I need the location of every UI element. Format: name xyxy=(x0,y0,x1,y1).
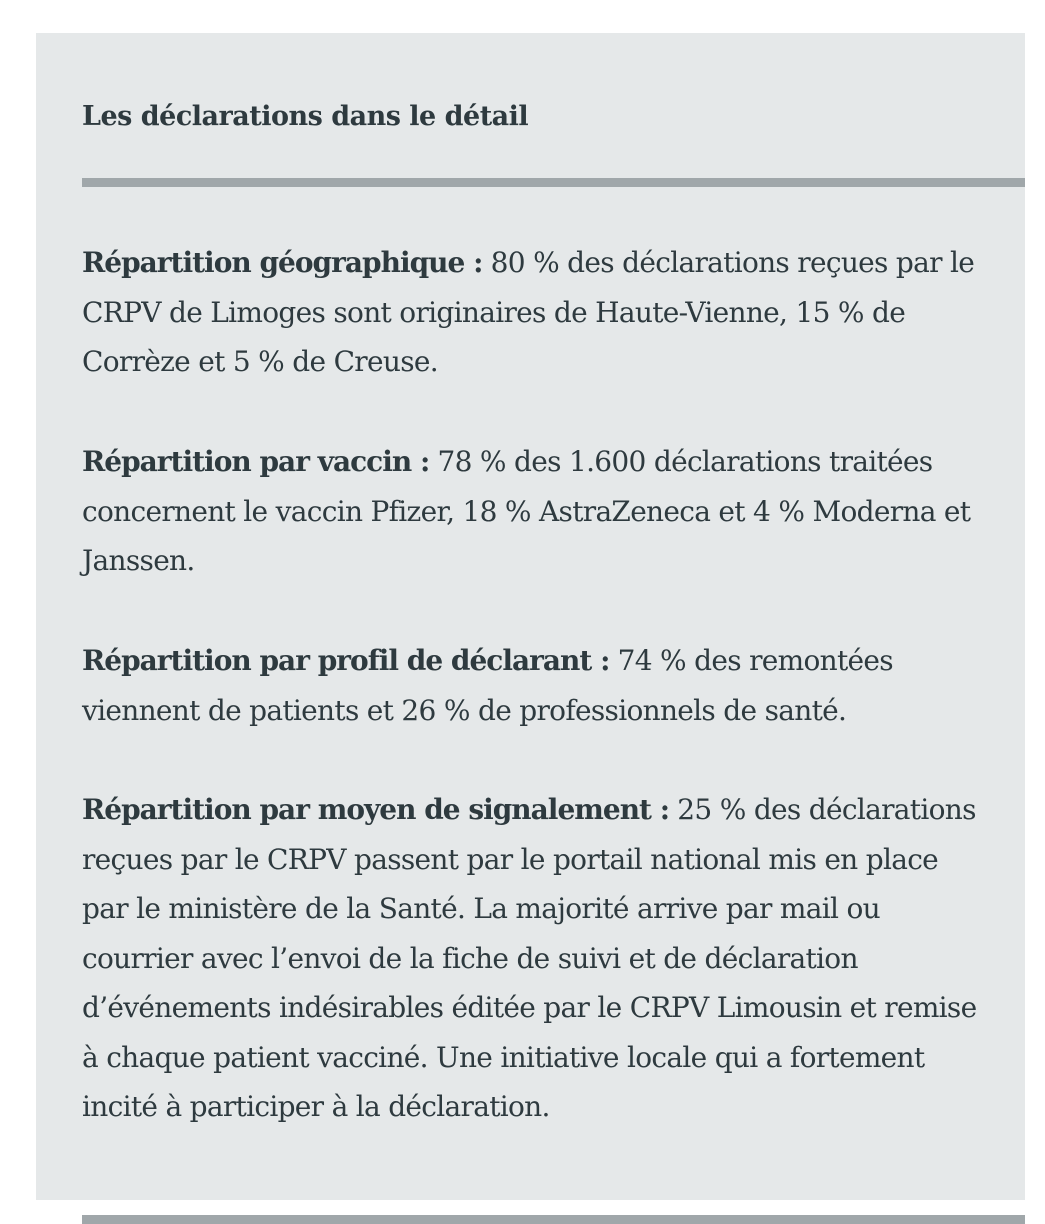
paragraph-lead: Répartition par profil de déclarant : xyxy=(82,644,610,677)
bottom-divider xyxy=(82,1215,1025,1224)
paragraph-lead: Répartition par vaccin : xyxy=(82,445,430,478)
paragraph-text: 78 % des 1.600 déclarations traitées concernent le vaccin Pfizer, 18 % AstraZeneca et 4 % Moderna et Janssen. xyxy=(82,445,971,577)
box-title: Les déclarations dans le détail xyxy=(82,101,529,132)
paragraph-text: 80 % des déclarations reçues par le CRPV de Limoges sont originaires de Haute-Vienne, 15 % de Corrèze et 5 % de Creuse. xyxy=(82,246,975,378)
paragraph-lead: Répartition géographique : xyxy=(82,246,483,279)
paragraph-text: 25 % des déclarations reçues par le CRPV passent par le portail national mis en place par le ministère de la Santé. La majorité arrive par mail ou courrier avec l’envoi de la fiche de suivi et de déclaration d’événements indésirables éditée par le CRPV Limousin et remise à chaque patient vacciné. Une initiative locale qui a fortement incité à participer à la déclaration. xyxy=(82,793,977,1123)
paragraph-reporter-profile xyxy=(82,636,987,735)
top-divider xyxy=(82,178,1025,187)
paragraph-geographic xyxy=(82,238,987,387)
paragraph-vaccine xyxy=(82,437,987,586)
paragraph-reporting-channel xyxy=(82,785,987,1132)
paragraph-lead: Répartition par moyen de signalement : xyxy=(82,793,670,826)
paragraph-text: 74 % des remontées viennent de patients et 26 % de professionnels de santé. xyxy=(82,644,893,727)
info-box xyxy=(36,33,1025,1200)
